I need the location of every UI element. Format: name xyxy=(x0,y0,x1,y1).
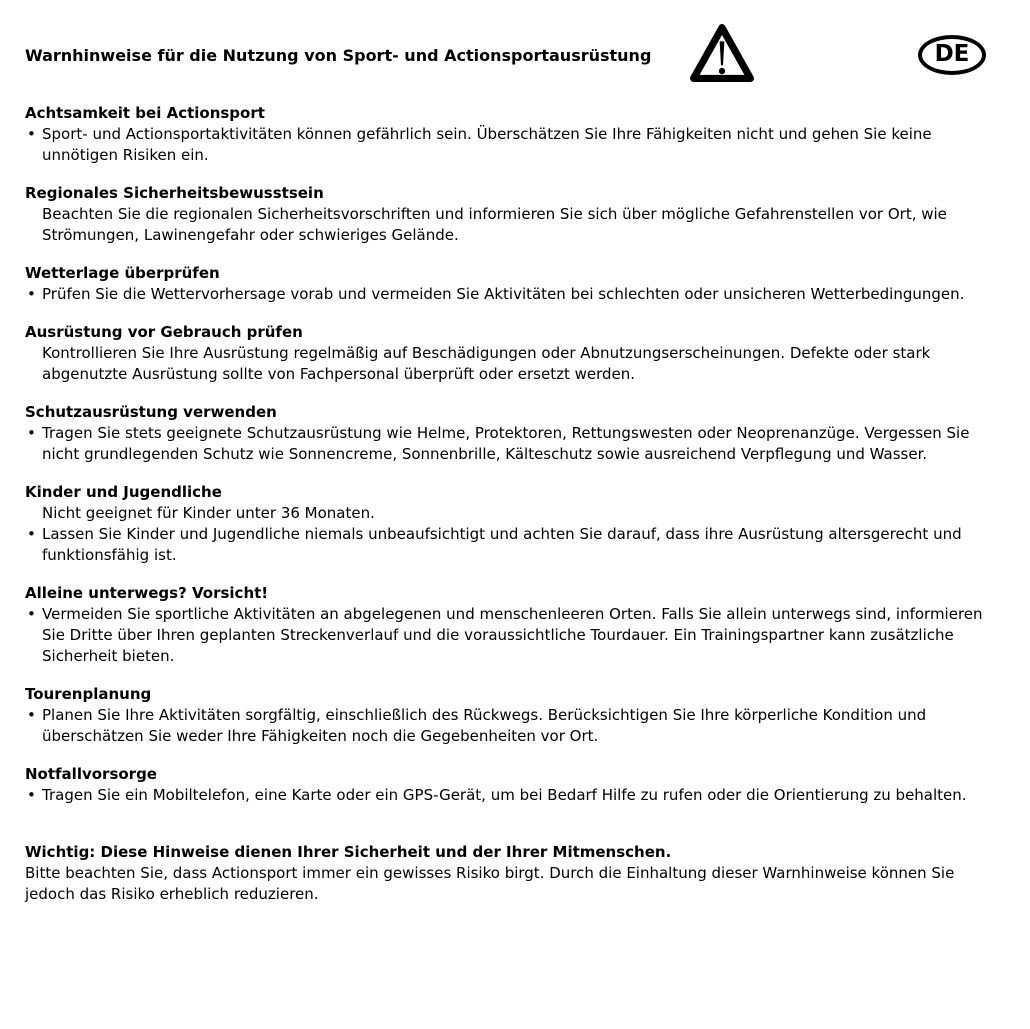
bullet-marker: • xyxy=(27,525,36,543)
section-alleine-unterwegs-vorsicht xyxy=(25,583,1002,667)
item-text: Tragen Sie stets geeignete Schutzausrüstung wie Helme, Protektoren, Rettungswesten oder Neoprenanzüge. Vergessen Sie nicht grundlegenden Schutz wie Sonnencreme, Sonnenbrille, Kälteschutz sowie ausreichend Verpflegung und Wasser. xyxy=(42,424,970,463)
bullet-marker: • xyxy=(27,706,36,724)
page-title: Warnhinweise für die Nutzung von Sport- und Actionsportausrüstung xyxy=(25,46,652,65)
section-heading: Notfallvorsorge xyxy=(25,765,157,783)
closing-note-emphasis: Wichtig: Diese Hinweise dienen Ihrer Sicherheit und der Ihrer Mitmenschen. xyxy=(25,843,672,861)
warning-triangle-icon xyxy=(690,23,754,83)
bullet-marker: • xyxy=(27,786,36,804)
section-tourenplanung xyxy=(25,684,1002,747)
bullet-marker: • xyxy=(27,125,36,143)
section-kinder-und-jugendliche xyxy=(25,482,1002,566)
item-text: Planen Sie Ihre Aktivitäten sorgfältig, einschließlich des Rückwegs. Berücksichtigen Sie Ihre körperliche Kondition und überschätzen Sie weder Ihre Fähigkeiten noch die Gegebenheiten vor Ort. xyxy=(42,706,927,745)
section-heading: Wetterlage überprüfen xyxy=(25,264,220,282)
language-badge-label: DE xyxy=(934,40,970,67)
section-heading: Alleine unterwegs? Vorsicht! xyxy=(25,584,269,602)
section-heading: Regionales Sicherheitsbewusstsein xyxy=(25,184,324,202)
list-item xyxy=(25,343,1002,385)
document-header xyxy=(25,0,1002,103)
section-regionales-sicherheitsbewusstsein xyxy=(25,183,1002,246)
item-text: Lassen Sie Kinder und Jugendliche niemals unbeaufsichtigt und achten Sie darauf, dass ihre Ausrüstung altersgerecht und funktionsfähig ist. xyxy=(42,525,962,564)
item-text: Prüfen Sie die Wettervorhersage vorab und vermeiden Sie Aktivitäten bei schlechten oder unsicheren Wetterbedingungen. xyxy=(42,285,965,303)
list-item xyxy=(25,284,1002,305)
item-text: Sport- und Actionsportaktivitäten können gefährlich sein. Überschätzen Sie Ihre Fähigkeiten nicht und gehen Sie keine unnötigen Risiken ein. xyxy=(42,125,932,164)
section-heading: Tourenplanung xyxy=(25,685,152,703)
list-item xyxy=(25,705,1002,747)
bullet-marker: • xyxy=(27,424,36,442)
document-body xyxy=(25,103,1002,905)
section-heading: Schutzausrüstung verwenden xyxy=(25,403,277,421)
closing-note xyxy=(25,842,1002,905)
bullet-marker: • xyxy=(27,605,36,623)
list-item xyxy=(25,524,1002,566)
item-text: Vermeiden Sie sportliche Aktivitäten an abgelegenen und menschenleeren Orten. Falls Sie allein unterwegs sind, informieren Sie Dritte über Ihren geplanten Streckenverlauf und die voraussichtliche Tourdauer. Ein Trainingspartner kann zusätzliche Sicherheit bieten. xyxy=(42,605,983,665)
item-text: Kontrollieren Sie Ihre Ausrüstung regelmäßig auf Beschädigungen oder Abnutzungserscheinungen. Defekte oder stark abgenutzte Ausrüstung sollte von Fachpersonal überprüft oder ersetzt werden. xyxy=(42,344,931,383)
section-schutzausruestung-verwenden xyxy=(25,402,1002,465)
item-text: Beachten Sie die regionalen Sicherheitsvorschriften und informieren Sie sich über mögliche Gefahrenstellen vor Ort, wie Strömungen, Lawinengefahr oder schwieriges Gelände. xyxy=(42,205,947,244)
section-heading: Ausrüstung vor Gebrauch prüfen xyxy=(25,323,303,341)
item-text: Tragen Sie ein Mobiltelefon, eine Karte oder ein GPS-Gerät, um bei Bedarf Hilfe zu rufen oder die Orientierung zu behalten. xyxy=(42,786,967,804)
list-item xyxy=(25,503,1002,524)
list-item xyxy=(25,124,1002,166)
item-text: Nicht geeignet für Kinder unter 36 Monaten. xyxy=(42,504,375,522)
list-item xyxy=(25,604,1002,667)
section-achtsamkeit-bei-actionsport xyxy=(25,103,1002,166)
section-wetterlage-ueberpruefen xyxy=(25,263,1002,305)
language-badge xyxy=(918,35,986,75)
section-notfallvorsorge xyxy=(25,764,1002,806)
bullet-marker: • xyxy=(27,285,36,303)
section-heading: Achtsamkeit bei Actionsport xyxy=(25,104,265,122)
list-item xyxy=(25,785,1002,806)
list-item xyxy=(25,204,1002,246)
section-ausruestung-vor-gebrauch-pruefen xyxy=(25,322,1002,385)
list-item xyxy=(25,423,1002,465)
section-heading: Kinder und Jugendliche xyxy=(25,483,222,501)
closing-note-text: Bitte beachten Sie, dass Actionsport immer ein gewisses Risiko birgt. Durch die Einhaltung dieser Warnhinweise können Sie jedoch das Risiko erheblich reduzieren. xyxy=(25,864,955,903)
